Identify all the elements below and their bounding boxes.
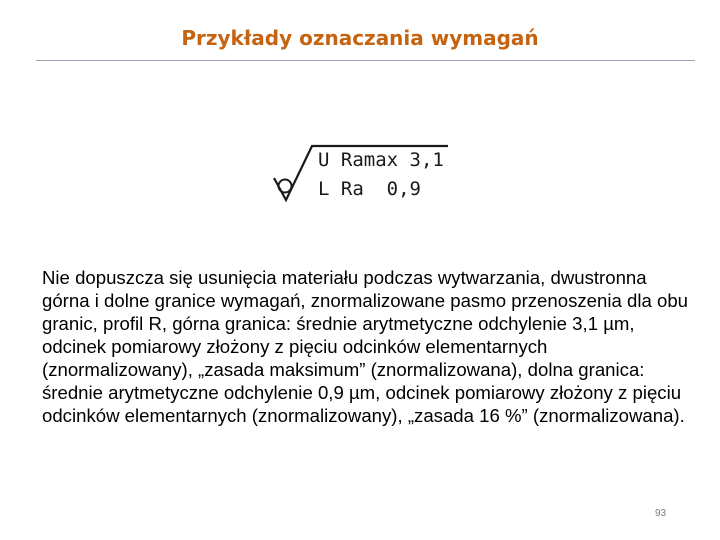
slide-title: Przykłady oznaczania wymagań [181, 26, 539, 50]
description-text: Nie dopuszcza się usunięcia materiału podczas wytwarzania, dwustronna górna i dolne granice wymagań, znormalizowane pasmo przenoszenia dla obu granic, profil R, górna granica: średnie arytmetyczne odchylenie 3,1 µm, odcinek pomiarowy złożony z pięciu odcinków elementarnych (znormalizowany), „zasada maksimum” (znormalizowana), dolna granica: średnie arytmetyczne odchylenie 0,9 µm, odcinek pomiarowy złożony z pięciu odcinków elementarnych (znormalizowany), „zasada 16 %” (znormalizowana). [42, 267, 688, 426]
surface-texture-symbol [270, 138, 460, 210]
symbol-upper-requirement: U Ramax 3,1 [318, 149, 444, 171]
title-divider [36, 60, 695, 61]
symbol-lower-requirement: L Ra 0,9 [318, 178, 421, 200]
page-number: 93 [655, 508, 667, 519]
